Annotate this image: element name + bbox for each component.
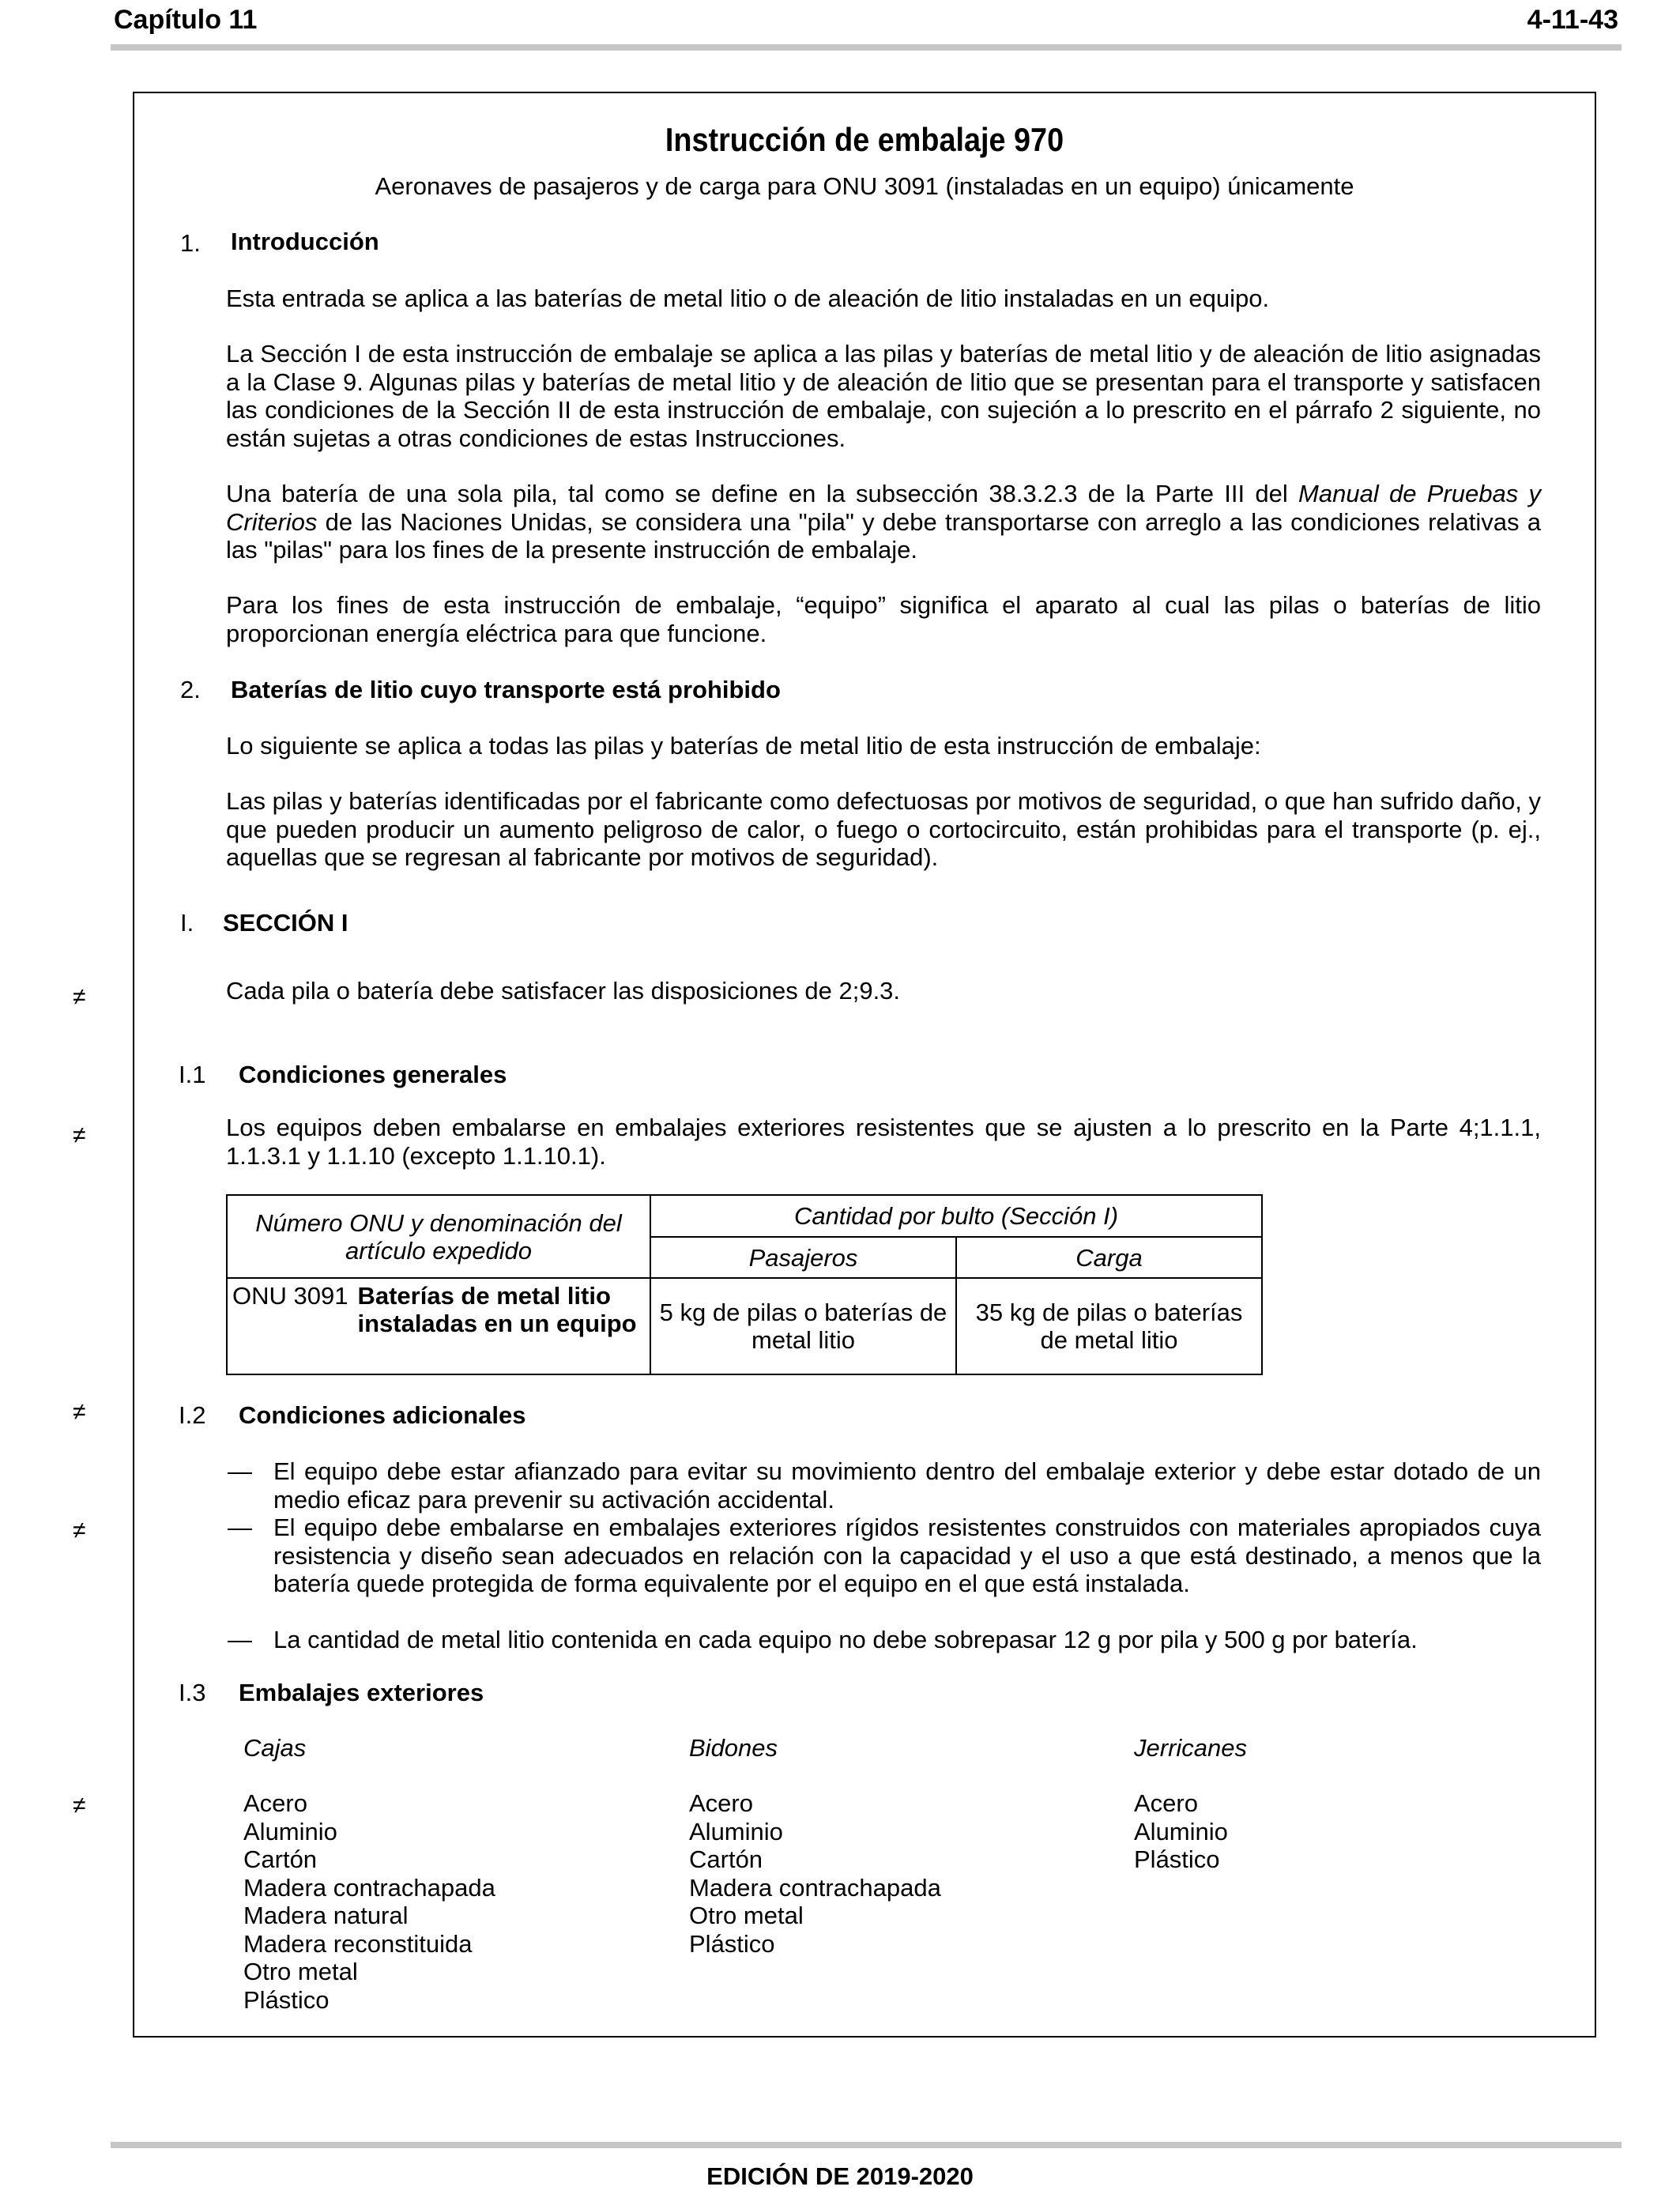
header-rule — [111, 44, 1622, 51]
table-cell-article — [227, 1278, 650, 1374]
footer-rule — [111, 2142, 1622, 2148]
edition-label: EDICIÓN DE 2019-2020 — [706, 2162, 974, 2190]
change-mark: ≠ — [73, 1122, 86, 1148]
bullet-dash: — — [228, 1514, 252, 1541]
intro-paragraph-3: Una batería de una sola pila, tal como se define en la subsección 38.3.2.3 de la Parte III del Manual de Pruebas y Criterios de las Naciones Unidas, se considera una "pila" y debe transportarse con arreglo a las condiciones relativas a las "pilas" para los fines de la presente instrucción de embalaje. — [226, 480, 1541, 564]
column-title-bidones: Bidones — [689, 1734, 778, 1762]
column-title-cajas: Cajas — [243, 1734, 307, 1762]
list-item: Madera contrachapada — [689, 1873, 941, 1902]
prohibited-paragraph-2: Las pilas y baterías identificadas por el fabricante como defectuosas por motivos de seguridad, o que han sufrido daño, y que pueden producir un aumento peligroso de calor, o fuego o cortocircuito, están prohibidas para el transporte (p. ej., aquellas que se regresan al fabricante por motivos de seguridad). — [226, 787, 1541, 871]
column-title-jerricanes: Jerricanes — [1134, 1734, 1247, 1762]
change-mark: ≠ — [73, 1517, 86, 1544]
section-1-heading: Introducción — [231, 228, 379, 255]
table-cell-cargo: 35 kg de pilas o baterías de metal litio — [956, 1278, 1262, 1374]
bullet-dash: — — [228, 1626, 252, 1653]
additional-condition-1: El equipo debe estar afianzado para evitar su movimiento dentro del embalaje exterior y debe estar dotado de un medio eficaz para prevenir su activación accidental. — [273, 1457, 1541, 1514]
list-item: Aluminio — [1134, 1817, 1228, 1845]
table-header-passengers: Pasajeros — [650, 1237, 956, 1278]
section-I-number: I. — [180, 909, 194, 937]
intro-paragraph-4: Para los fines de esta instrucción de embalaje, “equipo” significa el aparato al cual las pilas o baterías de litio proporcionan energía eléctrica para que funcione. — [226, 591, 1541, 647]
table-header-quantity: Cantidad por bulto (Sección I) — [650, 1195, 1262, 1237]
un-number: ONU 3091 — [232, 1282, 348, 1310]
subsection-I2-number: I.2 — [179, 1401, 206, 1429]
manual-reference: Manual de Pruebas y Criterios — [226, 480, 1541, 536]
table-header-article: Número ONU y denominación del artículo expedido — [227, 1195, 650, 1278]
section-I-paragraph: Cada pila o batería debe satisfacer las disposiciones de 2;9.3. — [226, 977, 901, 1005]
jerricanes-list — [1134, 1789, 1228, 1874]
list-item: Acero — [689, 1789, 753, 1817]
list-item: Acero — [1134, 1789, 1198, 1817]
subsection-I3-number: I.3 — [179, 1679, 206, 1706]
section-2-heading: Baterías de litio cuyo transporte está prohibido — [231, 676, 781, 703]
subsection-I2-heading: Condiciones adicionales — [239, 1401, 526, 1429]
page-subtitle: Aeronaves de pasajeros y de carga para ONU 3091 (instaladas en un equipo) únicamente — [375, 172, 1354, 200]
list-item: Otro metal — [689, 1902, 804, 1929]
subsection-I1-heading: Condiciones generales — [239, 1061, 507, 1088]
page-title: Instrucción de embalaje 970 — [665, 121, 1064, 158]
change-mark: ≠ — [73, 1399, 86, 1425]
list-item: Plástico — [689, 1929, 775, 1958]
change-mark: ≠ — [73, 1793, 86, 1819]
bidones-list — [689, 1789, 941, 1958]
bullet-dash: — — [228, 1457, 252, 1485]
list-item: Aluminio — [689, 1817, 783, 1845]
section-1-number: 1. — [180, 229, 201, 257]
list-item: Madera contrachapada — [243, 1873, 495, 1902]
table-header-cargo: Carga — [956, 1237, 1262, 1278]
additional-condition-2: El equipo debe embalarse en embalajes exteriores rígidos resistentes construidos con materiales apropiados cuya resistencia y diseño sean adecuados en relación con la capacidad y el uso a que está destinado, a menos que la batería quede protegida de forma equivalente por el equipo en el que está instalada. — [273, 1514, 1541, 1597]
list-item: Otro metal — [243, 1958, 358, 1985]
intro-paragraph-1: Esta entrada se aplica a las baterías de metal litio o de aleación de litio instaladas en un equipo. — [226, 285, 1270, 312]
section-I-heading: SECCIÓN I — [223, 909, 348, 937]
table-cell-passengers: 5 kg de pilas o baterías de metal litio — [650, 1278, 956, 1374]
prohibited-paragraph-1: Lo siguiente se aplica a todas las pilas y baterías de metal litio de esta instrucción de embalaje: — [226, 732, 1261, 760]
list-item: Cartón — [689, 1845, 763, 1873]
list-item: Acero — [243, 1789, 307, 1817]
list-item: Plástico — [243, 1985, 330, 2014]
quantity-table — [226, 1194, 1263, 1375]
list-item: Aluminio — [243, 1817, 337, 1845]
list-item: Plástico — [1134, 1845, 1220, 1873]
subsection-I3-heading: Embalajes exteriores — [239, 1679, 484, 1706]
intro-paragraph-2: La Sección I de esta instrucción de embalaje se aplica a las pilas y baterías de metal litio y de aleación de litio asignadas a la Clase 9. Algunas pilas y baterías de metal litio y de aleación de litio que se presentan para el transporte y satisfacen las condiciones de la Sección II de esta instrucción de embalaje, con sujeción a lo prescrito en el párrafo 2 siguiente, no están sujetas a otras condiciones de estas Instrucciones. — [226, 340, 1541, 452]
section-2-number: 2. — [180, 676, 201, 703]
list-item: Cartón — [243, 1845, 318, 1873]
subsection-I1-number: I.1 — [179, 1061, 206, 1088]
chapter-label: Capítulo 11 — [114, 5, 258, 35]
change-mark: ≠ — [73, 984, 86, 1010]
article-name: Baterías de metal litio instaladas en un equipo — [357, 1282, 637, 1337]
general-conditions-paragraph: Los equipos deben embalarse en embalajes exteriores resistentes que se ajusten a lo prescrito en la Parte 4;1.1.1, 1.1.3.1 y 1.1.10 (excepto 1.1.10.1). — [226, 1114, 1541, 1170]
cajas-list — [243, 1789, 495, 2014]
page-number: 4-11-43 — [1527, 5, 1618, 35]
list-item: Madera natural — [243, 1902, 409, 1929]
additional-condition-3: La cantidad de metal litio contenida en cada equipo no debe sobrepasar 12 g por pila y 500 g por batería. — [273, 1626, 1418, 1653]
list-item: Madera reconstituida — [243, 1929, 473, 1958]
